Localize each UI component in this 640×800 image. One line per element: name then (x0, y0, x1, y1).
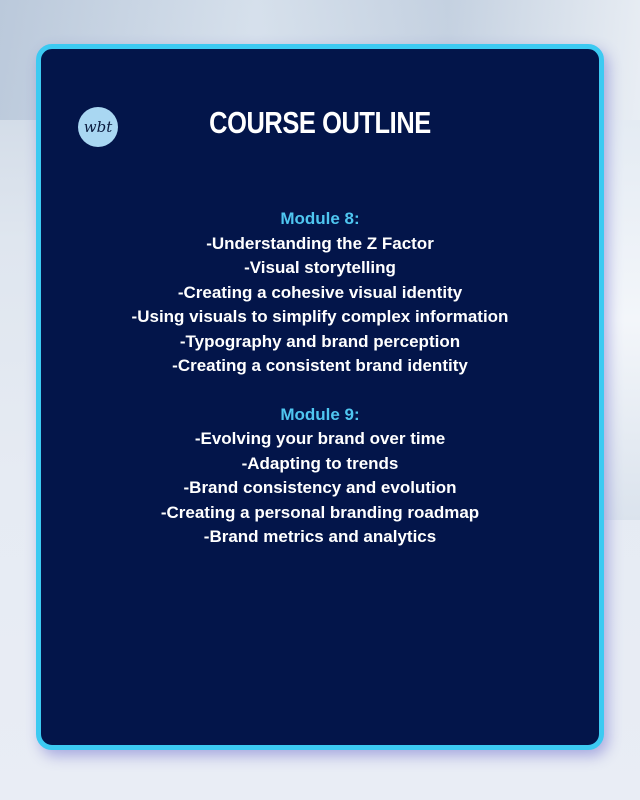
module-8 (41, 207, 599, 379)
list-item: -Brand metrics and analytics (203, 527, 437, 546)
list-item: -Creating a cohesive visual identity (177, 282, 463, 302)
list-item: -Creating a personal branding roadmap (160, 502, 480, 522)
list-item: -Typography and brand perception (179, 331, 461, 351)
page-title: COURSE OUTLINE (209, 105, 431, 140)
module-heading: Module 9: (280, 404, 360, 424)
list-item: -Creating a consistent brand identity (172, 356, 468, 375)
list-item: -Understanding the Z Factor (206, 233, 434, 253)
list-item: -Visual storytelling (244, 258, 396, 277)
course-outline-card (36, 44, 604, 750)
list-item: -Adapting to trends (241, 453, 399, 473)
list-item: -Using visuals to simplify complex information (131, 307, 509, 326)
module-heading: Module 8: (280, 209, 360, 228)
logo-text: wbt (83, 118, 113, 136)
list-item: -Evolving your brand over time (194, 429, 446, 448)
list-item: -Brand consistency and evolution (183, 478, 457, 497)
module-9 (41, 403, 599, 550)
modules-list (41, 207, 599, 574)
